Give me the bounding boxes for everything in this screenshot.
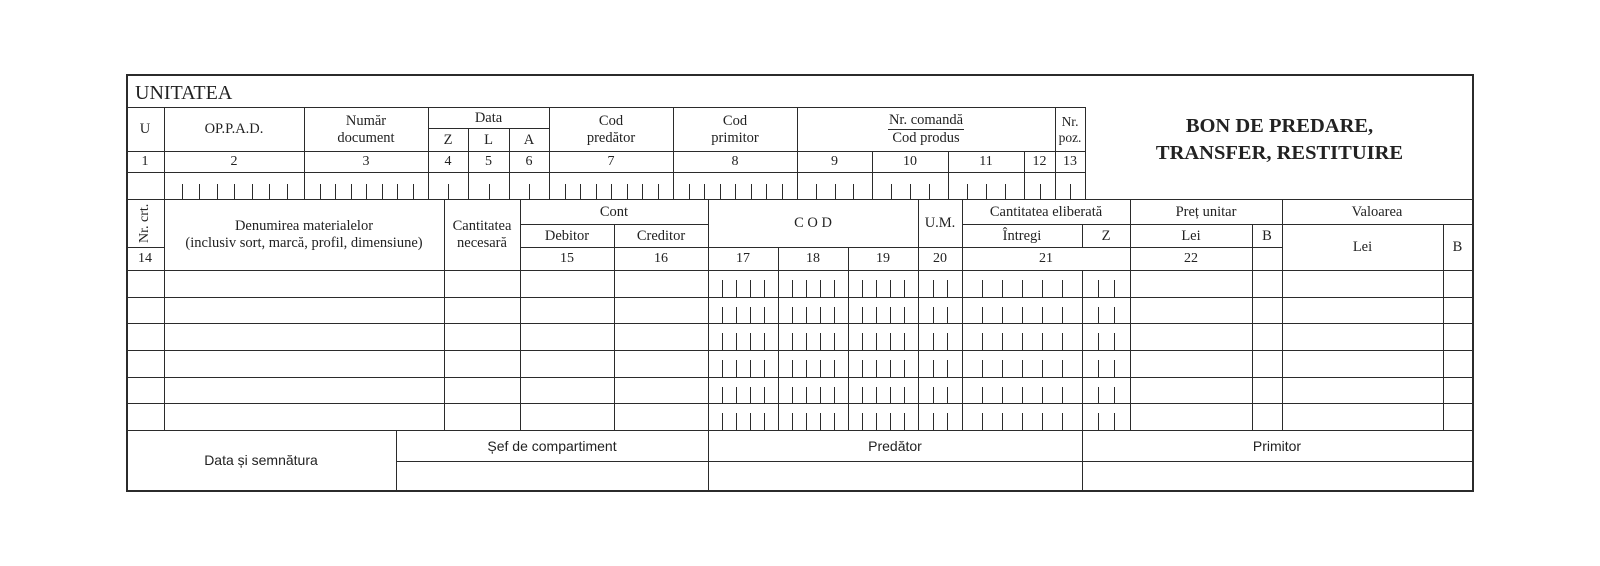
item-tick-4-1-4 (834, 387, 835, 404)
item-tick-0-3-2 (947, 280, 948, 297)
it-num-18: 18 (806, 250, 820, 266)
header-tick-0-6 (269, 184, 270, 199)
hdr-numbers-bottom (126, 172, 1086, 173)
hdr-data: Data (474, 109, 503, 126)
item-tick-4-3-1 (933, 387, 934, 404)
item-tick-1-3-2 (947, 307, 948, 324)
hdr-num-10: 10 (903, 153, 917, 169)
item-tick-1-4-5 (1062, 307, 1063, 324)
item-tick-4-2-3 (890, 387, 891, 404)
frame-top (126, 74, 1474, 76)
header-tick-1-7 (413, 184, 414, 199)
it-pret-b: B (1262, 227, 1272, 244)
hdr-nr-document-l1: Număr (345, 112, 387, 129)
item-tick-0-3-1 (933, 280, 934, 297)
item-tick-2-0-1 (722, 333, 723, 350)
item-tick-0-4-4 (1042, 280, 1043, 297)
item-tick-3-3-1 (933, 360, 934, 377)
item-tick-1-2-1 (862, 307, 863, 324)
header-tick-5-7 (658, 184, 659, 199)
item-tick-0-4-3 (1022, 280, 1023, 297)
item-tick-2-3-1 (933, 333, 934, 350)
item-tick-1-2-2 (876, 307, 877, 324)
it-num-17: 17 (736, 250, 750, 266)
header-tick-6-2 (704, 184, 705, 199)
item-tick-3-1-1 (792, 360, 793, 377)
header-tick-0-2 (199, 184, 200, 199)
item-tick-0-0-2 (736, 280, 737, 297)
item-tick-3-5-2 (1114, 360, 1115, 377)
header-tick-5-3 (596, 184, 597, 199)
item-tick-2-0-2 (736, 333, 737, 350)
item-tick-4-1-2 (806, 387, 807, 404)
it-cantitatea-l2: necesară (457, 235, 507, 251)
item-tick-4-0-2 (736, 387, 737, 404)
item-tick-2-4-4 (1042, 333, 1043, 350)
item-tick-0-1-4 (834, 280, 835, 297)
header-tick-0-1 (182, 184, 183, 199)
it-num-14: 14 (138, 250, 152, 266)
header-tick-9-3 (1005, 184, 1006, 199)
it-num-20: 20 (933, 250, 947, 266)
it-cantitatea-l1: Cantitatea (452, 218, 512, 235)
it-v12 (1252, 224, 1253, 430)
item-tick-4-4-2 (1002, 387, 1003, 404)
item-tick-5-4-5 (1062, 413, 1063, 430)
footer-sef-signature-field[interactable] (397, 462, 708, 490)
header-tick-10-1 (1040, 184, 1041, 199)
item-tick-5-4-3 (1022, 413, 1023, 430)
item-tick-0-0-1 (722, 280, 723, 297)
header-tick-5-4 (611, 184, 612, 199)
item-row-line-1 (126, 297, 1474, 298)
form-title-line2: TRANSFER, RESTITUIRE (1155, 142, 1404, 164)
header-tick-9-2 (986, 184, 987, 199)
hdr-a: A (523, 131, 535, 148)
item-tick-4-2-4 (904, 387, 905, 404)
item-tick-5-1-1 (792, 413, 793, 430)
it-num-16: 16 (654, 250, 668, 266)
item-tick-1-4-2 (1002, 307, 1003, 324)
item-tick-3-0-2 (736, 360, 737, 377)
header-tick-4-1 (529, 184, 530, 199)
item-tick-0-4-2 (1002, 280, 1003, 297)
item-tick-1-4-1 (982, 307, 983, 324)
item-tick-0-1-1 (792, 280, 793, 297)
it-denumire-l2: (inclusiv sort, marcă, profil, dimensiune) (185, 235, 423, 251)
hdr-u: U (139, 121, 151, 138)
hdr-nr-comanda (797, 108, 1055, 151)
item-tick-3-4-4 (1042, 360, 1043, 377)
item-tick-2-0-4 (764, 333, 765, 350)
item-row-line-3 (126, 350, 1474, 351)
footer-primitor: Primitor (1252, 437, 1302, 454)
hdr-z: Z (443, 131, 453, 148)
item-tick-5-4-2 (1002, 413, 1003, 430)
header-tick-8-1 (891, 184, 892, 199)
item-tick-0-1-3 (820, 280, 821, 297)
item-tick-5-2-2 (876, 413, 877, 430)
item-tick-4-4-3 (1022, 387, 1023, 404)
header-tick-6-6 (766, 184, 767, 199)
header-tick-0-4 (234, 184, 235, 199)
hdr-nr-poz-l2: poz. (1058, 129, 1082, 145)
it-nr-crt: Nr. crt. (136, 203, 152, 244)
footer-sef: Șef de compartiment (487, 437, 617, 454)
item-tick-3-1-2 (806, 360, 807, 377)
header-tick-7-1 (816, 184, 817, 199)
item-tick-2-2-1 (862, 333, 863, 350)
it-num-22: 22 (1184, 250, 1198, 266)
header-tick-6-4 (735, 184, 736, 199)
item-tick-2-5-2 (1114, 333, 1115, 350)
item-tick-5-1-4 (834, 413, 835, 430)
item-tick-4-4-1 (982, 387, 983, 404)
item-tick-1-1-4 (834, 307, 835, 324)
item-tick-1-0-2 (736, 307, 737, 324)
header-tick-1-2 (335, 184, 336, 199)
form-title (1087, 110, 1472, 170)
item-tick-5-2-3 (890, 413, 891, 430)
item-tick-5-0-1 (722, 413, 723, 430)
title-divider (1085, 107, 1086, 200)
hdr-nr-poz-l1: Nr. (1061, 113, 1079, 129)
item-tick-4-1-1 (792, 387, 793, 404)
footer-data-semnatura: Data și semnătura (204, 452, 318, 469)
hdr-cod-produs: Cod produs (892, 130, 960, 146)
header-tick-1-1 (320, 184, 321, 199)
it-valoarea: Valoarea (1351, 203, 1403, 220)
header-tick-3-1 (489, 184, 490, 199)
item-tick-4-5-1 (1098, 387, 1099, 404)
item-tick-4-4-4 (1042, 387, 1043, 404)
hdr-cod-predator (549, 108, 673, 151)
item-tick-2-1-2 (806, 333, 807, 350)
it-intregi: Întregi (1002, 227, 1042, 244)
hdr-num-6: 6 (525, 153, 533, 169)
item-tick-0-2-3 (890, 280, 891, 297)
item-tick-0-0-4 (764, 280, 765, 297)
hdr-cod-predator-l1: Cod (598, 112, 624, 129)
item-tick-2-3-2 (947, 333, 948, 350)
item-tick-2-4-3 (1022, 333, 1023, 350)
header-tick-6-3 (720, 184, 721, 199)
item-tick-5-0-4 (764, 413, 765, 430)
item-tick-0-2-4 (904, 280, 905, 297)
it-val-lei: Lei (1352, 239, 1373, 256)
item-tick-4-2-1 (862, 387, 863, 404)
item-tick-3-4-5 (1062, 360, 1063, 377)
item-tick-0-0-3 (750, 280, 751, 297)
header-tick-5-6 (642, 184, 643, 199)
hdr-num-11: 11 (979, 153, 993, 169)
item-tick-1-5-1 (1098, 307, 1099, 324)
item-tick-5-5-2 (1114, 413, 1115, 430)
item-tick-4-0-4 (764, 387, 765, 404)
header-tick-1-5 (382, 184, 383, 199)
item-tick-5-5-1 (1098, 413, 1099, 430)
form-title-line1: BON DE PREDARE, (1185, 115, 1374, 138)
item-tick-0-1-2 (806, 280, 807, 297)
item-tick-1-0-4 (764, 307, 765, 324)
item-tick-3-4-1 (982, 360, 983, 377)
item-tick-3-1-3 (820, 360, 821, 377)
header-tick-6-1 (689, 184, 690, 199)
hdr-nr-poz (1055, 108, 1085, 151)
it-um: U.M. (924, 215, 956, 232)
item-tick-0-4-1 (982, 280, 983, 297)
header-tick-6-7 (782, 184, 783, 199)
it-debitor: Debitor (544, 227, 590, 244)
hdr-cod-primitor-l2: primitor (711, 129, 759, 146)
hdr-num-8: 8 (731, 153, 739, 169)
it-cont: Cont (599, 203, 629, 220)
it-cod: C O D (794, 215, 832, 232)
footer-predator: Predător (868, 437, 922, 454)
item-tick-2-2-3 (890, 333, 891, 350)
item-tick-4-3-2 (947, 387, 948, 404)
header-tick-9-1 (967, 184, 968, 199)
item-tick-1-0-3 (750, 307, 751, 324)
header-tick-7-3 (853, 184, 854, 199)
item-tick-0-2-2 (876, 280, 877, 297)
header-tick-8-3 (929, 184, 930, 199)
header-tick-1-3 (351, 184, 352, 199)
item-tick-4-4-5 (1062, 387, 1063, 404)
item-tick-3-0-3 (750, 360, 751, 377)
item-tick-3-2-1 (862, 360, 863, 377)
item-tick-1-2-4 (904, 307, 905, 324)
item-tick-4-1-3 (820, 387, 821, 404)
unit-label: UNITATEA (135, 81, 233, 104)
it-val-b: B (1452, 239, 1463, 256)
item-tick-1-4-3 (1022, 307, 1023, 324)
hdr-num-13: 13 (1063, 153, 1077, 169)
hdr-nr-comanda-top: Nr. comandă (888, 112, 964, 129)
item-tick-1-2-3 (890, 307, 891, 324)
item-tick-3-3-2 (947, 360, 948, 377)
hdr-cod-primitor (673, 108, 797, 151)
header-tick-0-5 (252, 184, 253, 199)
item-header-bottom (126, 270, 1474, 271)
item-tick-2-4-1 (982, 333, 983, 350)
header-tick-1-4 (366, 184, 367, 199)
item-tick-0-5-1 (1098, 280, 1099, 297)
header-tick-2-1 (448, 184, 449, 199)
it-num-21: 21 (1039, 250, 1053, 266)
it-denumire (164, 200, 444, 270)
item-tick-5-2-1 (862, 413, 863, 430)
header-tick-5-5 (627, 184, 628, 199)
item-tick-5-3-2 (947, 413, 948, 430)
hdr-oppad: OP.P.A.D. (204, 121, 264, 138)
item-tick-4-0-3 (750, 387, 751, 404)
hdr-num-4: 4 (444, 153, 452, 169)
item-tick-5-1-2 (806, 413, 807, 430)
hdr-nr-document (304, 108, 428, 151)
item-tick-5-0-3 (750, 413, 751, 430)
item-tick-3-0-1 (722, 360, 723, 377)
item-tick-1-1-2 (806, 307, 807, 324)
hdr-num-1: 1 (141, 153, 149, 169)
item-tick-5-4-4 (1042, 413, 1043, 430)
frame-bottom (126, 490, 1474, 492)
hdr-num-9: 9 (831, 153, 838, 169)
it-pret-unitar: Preț unitar (1175, 203, 1237, 220)
item-tick-2-1-3 (820, 333, 821, 350)
item-tick-3-2-4 (904, 360, 905, 377)
item-tick-3-4-3 (1022, 360, 1023, 377)
item-tick-2-1-1 (792, 333, 793, 350)
header-tick-7-2 (835, 184, 836, 199)
it-cant-eliberata: Cantitatea eliberată (989, 203, 1103, 220)
it-denumire-l1: Denumirea materialelor (234, 218, 374, 235)
item-tick-1-4-4 (1042, 307, 1043, 324)
it-num-15: 15 (560, 250, 574, 266)
it-z: Z (1101, 227, 1111, 244)
it-cantitatea (444, 200, 520, 270)
item-tick-1-1-1 (792, 307, 793, 324)
hdr-num-5: 5 (485, 153, 492, 169)
item-tick-5-3-1 (933, 413, 934, 430)
item-tick-2-2-2 (876, 333, 877, 350)
header-tick-6-5 (751, 184, 752, 199)
item-tick-0-2-1 (862, 280, 863, 297)
item-tick-2-5-1 (1098, 333, 1099, 350)
item-tick-2-4-2 (1002, 333, 1003, 350)
hdr-num-2: 2 (230, 153, 238, 169)
item-row-line-2 (126, 323, 1474, 324)
header-tick-5-1 (565, 184, 566, 199)
hdr-nr-document-l2: document (337, 129, 395, 146)
item-tick-2-4-5 (1062, 333, 1063, 350)
hdr-cod-primitor-l1: Cod (722, 112, 748, 129)
header-tick-1-6 (397, 184, 398, 199)
item-tick-3-4-2 (1002, 360, 1003, 377)
item-tick-2-0-3 (750, 333, 751, 350)
header-tick-0-7 (287, 184, 288, 199)
item-tick-5-0-2 (736, 413, 737, 430)
it-creditor: Creditor (636, 227, 686, 244)
hdr-cod-predator-l2: predător (586, 129, 636, 146)
hdr-num-12: 12 (1032, 153, 1047, 169)
item-tick-4-0-1 (722, 387, 723, 404)
item-tick-4-2-2 (876, 387, 877, 404)
header-tick-5-2 (580, 184, 581, 199)
header-tick-8-2 (910, 184, 911, 199)
item-tick-0-4-5 (1062, 280, 1063, 297)
item-tick-3-5-1 (1098, 360, 1099, 377)
hdr-l: L (484, 131, 493, 148)
item-tick-3-1-4 (834, 360, 835, 377)
hdr-num-7: 7 (607, 153, 615, 169)
footer-predator-signature-field[interactable] (709, 462, 1082, 490)
item-row-line-5 (126, 403, 1474, 404)
it-pret-lei: Lei (1181, 227, 1201, 244)
header-tick-11-1 (1070, 184, 1071, 199)
item-tick-1-1-3 (820, 307, 821, 324)
item-tick-0-5-2 (1114, 280, 1115, 297)
item-tick-1-0-1 (722, 307, 723, 324)
item-tick-5-4-1 (982, 413, 983, 430)
item-tick-1-5-2 (1114, 307, 1115, 324)
item-tick-4-5-2 (1114, 387, 1115, 404)
item-tick-3-2-3 (890, 360, 891, 377)
item-tick-2-2-4 (904, 333, 905, 350)
footer-primitor-signature-field[interactable] (1083, 462, 1472, 490)
item-tick-5-2-4 (904, 413, 905, 430)
header-tick-0-3 (217, 184, 218, 199)
hdr-num-3: 3 (362, 153, 370, 169)
item-tick-5-1-3 (820, 413, 821, 430)
item-tick-3-0-4 (764, 360, 765, 377)
item-tick-1-3-1 (933, 307, 934, 324)
item-tick-3-2-2 (876, 360, 877, 377)
item-row-line-4 (126, 377, 1474, 378)
it-num-19: 19 (876, 250, 890, 266)
item-tick-2-1-4 (834, 333, 835, 350)
